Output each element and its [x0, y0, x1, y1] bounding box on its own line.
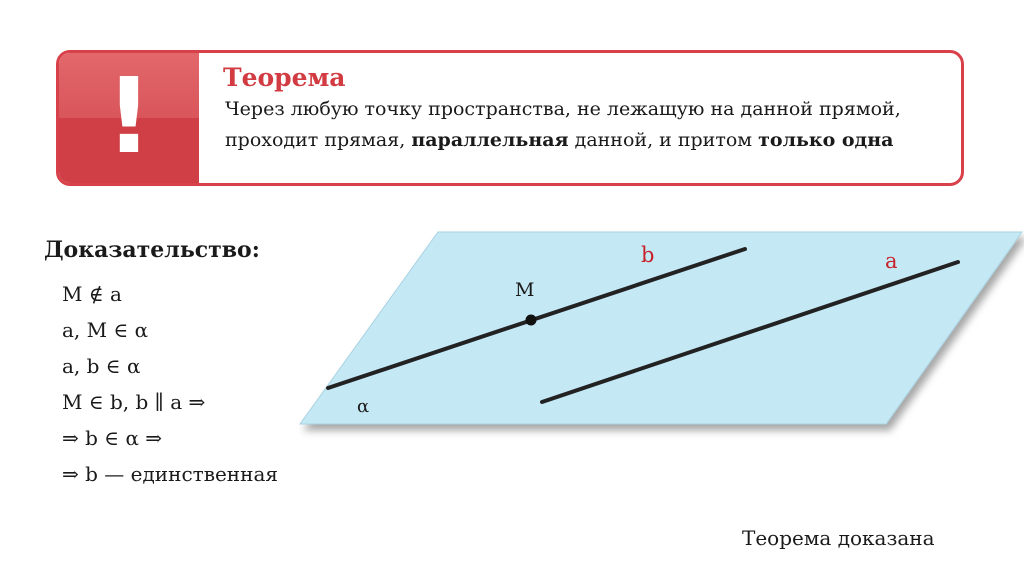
proof-step: ⇒ b — единственная — [62, 462, 279, 486]
proof-step: M ∉ a — [62, 282, 122, 306]
proof-step: a, M ∈ α — [62, 318, 149, 342]
point-m — [526, 315, 537, 326]
conclusion-text: Теорема доказана — [742, 526, 935, 550]
theorem-text-bold-1: параллельная — [411, 129, 569, 151]
theorem-title: Теорема — [223, 63, 346, 92]
theorem-text-bold-2: только одна — [758, 129, 894, 151]
theorem-text-part-1: Через любую точку пространства, не лежащую на данной прямой, проходит прямая, — [225, 98, 901, 151]
proof-title: Доказательство: — [44, 237, 260, 263]
exclamation-icon: ! — [105, 55, 153, 177]
theorem-text-part-2: данной, и притом — [568, 129, 759, 151]
proof-step: M ∈ b, b ∥ a ⇒ — [62, 390, 206, 414]
point-m-label: M — [515, 279, 535, 301]
proof-step: a, b ∈ α — [62, 354, 141, 378]
plane-alpha — [300, 232, 1022, 424]
line-b-label: b — [641, 243, 655, 267]
line-a-label: a — [885, 249, 898, 273]
proof-step: ⇒ b ∈ α ⇒ — [62, 426, 163, 450]
plane-label: α — [357, 396, 370, 417]
